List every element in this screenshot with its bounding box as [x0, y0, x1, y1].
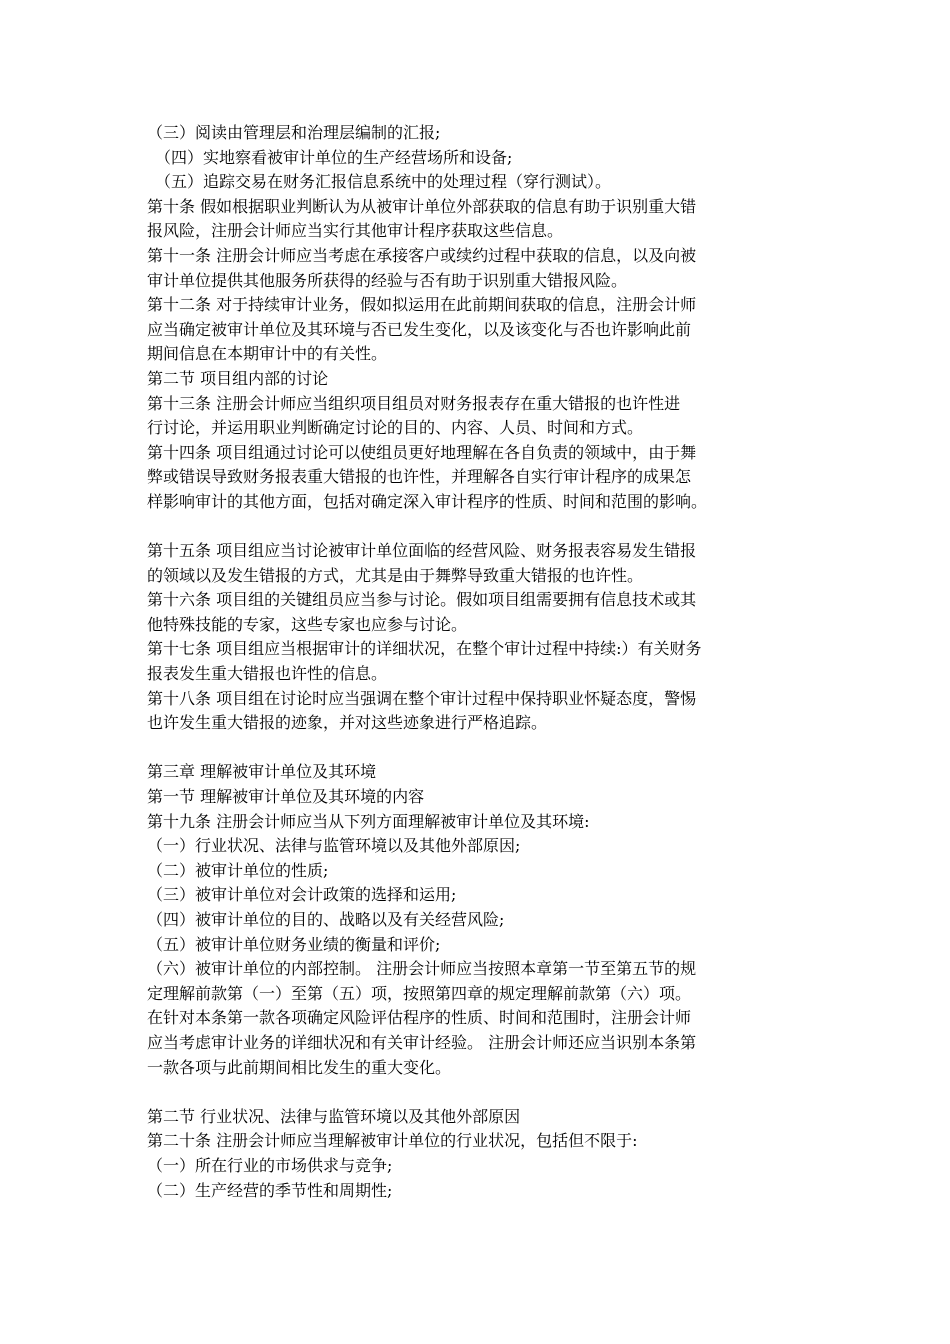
text-line: 报风险，注册会计师应当实行其他审计程序获取这些信息。 — [147, 221, 564, 241]
text-line: 第十七条 项目组应当根据审计的详细状况，在整个审计过程中持续:）有关财务 — [147, 639, 702, 659]
text-line: 审计单位提供其他服务所获得的经验与否有助于识别重大错报风险。 — [147, 270, 628, 290]
text-line: 第十六条 项目组的关键组员应当参与讨论。假如项目组需要拥有信息技术或其 — [147, 590, 697, 610]
text-line: 第十九条 注册会计师应当从下列方面理解被审计单位及其环境: — [147, 811, 590, 831]
list-item: （四）被审计单位的目的、战略以及有关经营风险; — [147, 910, 505, 929]
text-line: 一款各项与此前期间相比发生的重大变化。 — [147, 1057, 452, 1077]
section-heading: 第一节 理解被审计单位及其环境的内容 — [147, 787, 425, 807]
text-line: （四）实地察看被审计单位的生产经营场所和设备; — [155, 147, 513, 167]
list-item: （六）被审计单位的内部控制。 注册会计师应当按照本章第一节至第五节的规 — [147, 959, 697, 979]
text-line: 期间信息在本期审计中的有关性。 — [147, 344, 388, 364]
text-line: 报表发生重大错报也许性的信息。 — [147, 664, 388, 684]
section-heading: 第二节 行业状况、法律与监管环境以及其他外部原因 — [147, 1106, 521, 1126]
text-line: 他特殊技能的专家，这些专家也应参与讨论。 — [147, 614, 468, 634]
text-line: 第十四条 项目组通过讨论可以使组员更好地理解在各自负责的领域中，由于舞 — [147, 442, 697, 462]
text-line: 第十二条 对于持续审计业务，假如拟运用在此前期间获取的信息，注册会计师 — [147, 295, 697, 315]
text-line: 也许发生重大错报的迹象，并对这些迹象进行严格追踪。 — [147, 713, 548, 733]
text-line: 第十一条 注册会计师应当考虑在承接客户或续约过程中获取的信息，以及向被 — [147, 245, 697, 265]
document-body — [147, 121, 827, 1203]
text-line: 第十五条 项目组应当讨论被审计单位面临的经营风险、财务报表容易发生错报 — [147, 541, 697, 561]
text-line: 的领域以及发生错报的方式，尤其是由于舞弊导致重大错报的也许性。 — [147, 565, 644, 585]
text-line: 行讨论，并运用职业判断确定讨论的目的、内容、人员、时间和方式。 — [147, 418, 644, 438]
text-line: （五）追踪交易在财务汇报信息系统中的处理过程（穿行测试）。 — [155, 172, 612, 192]
list-item: （二）生产经营的季节性和周期性; — [147, 1180, 393, 1200]
blank-line — [147, 515, 827, 540]
section-heading: 第二节 项目组内部的讨论 — [147, 368, 329, 388]
list-item: （二）被审计单位的性质; — [147, 860, 329, 880]
blank-line — [147, 1080, 827, 1105]
text-line: 应当考虑审计业务的详细状况和有关审计经验。 注册会计师还应当识别本条第 — [147, 1032, 697, 1052]
text-line: 第十条 假如根据职业判断认为从被审计单位外部获取的信息有助于识别重大错 — [147, 196, 697, 216]
text-line: 第十八条 项目组在讨论时应当强调在整个审计过程中保持职业怀疑态度，警惕 — [147, 688, 697, 708]
list-item: （一）所在行业的市场供求与竞争; — [147, 1155, 393, 1175]
list-item: （三）被审计单位对会计政策的选择和运用; — [147, 885, 457, 905]
text-line: 第十三条 注册会计师应当组织项目组员对财务报表存在重大错报的也许性进 — [147, 393, 681, 413]
list-item: （一）行业状况、法律与监管环境以及其他外部原因; — [147, 836, 521, 856]
text-line: 在针对本条第一款各项确定风险评估程序的性质、时间和范围时，注册会计师 — [147, 1008, 692, 1028]
text-line: 弊或错误导致财务报表重大错报的也许性，并理解各自实行审计程序的成果怎 — [147, 467, 692, 487]
text-line: （三）阅读由管理层和治理层编制的汇报; — [147, 123, 441, 142]
text-line: 定理解前款第（一）至第（五）项，按照第四章的规定理解前款第（六）项。 — [147, 983, 692, 1003]
text-line: 第二十条 注册会计师应当理解被审计单位的行业状况，包括但不限于: — [147, 1131, 638, 1151]
list-item: （五）被审计单位财务业绩的衡量和评价; — [147, 934, 441, 954]
chapter-heading: 第三章 理解被审计单位及其环境 — [147, 762, 377, 782]
text-line: 样影响审计的其他方面，包括对确定深入审计程序的性质、时间和范围的影响。 — [147, 491, 708, 511]
blank-line — [147, 736, 827, 761]
text-line: 应当确定被审计单位及其环境与否已发生变化，以及该变化与否也许影响此前 — [147, 319, 692, 339]
